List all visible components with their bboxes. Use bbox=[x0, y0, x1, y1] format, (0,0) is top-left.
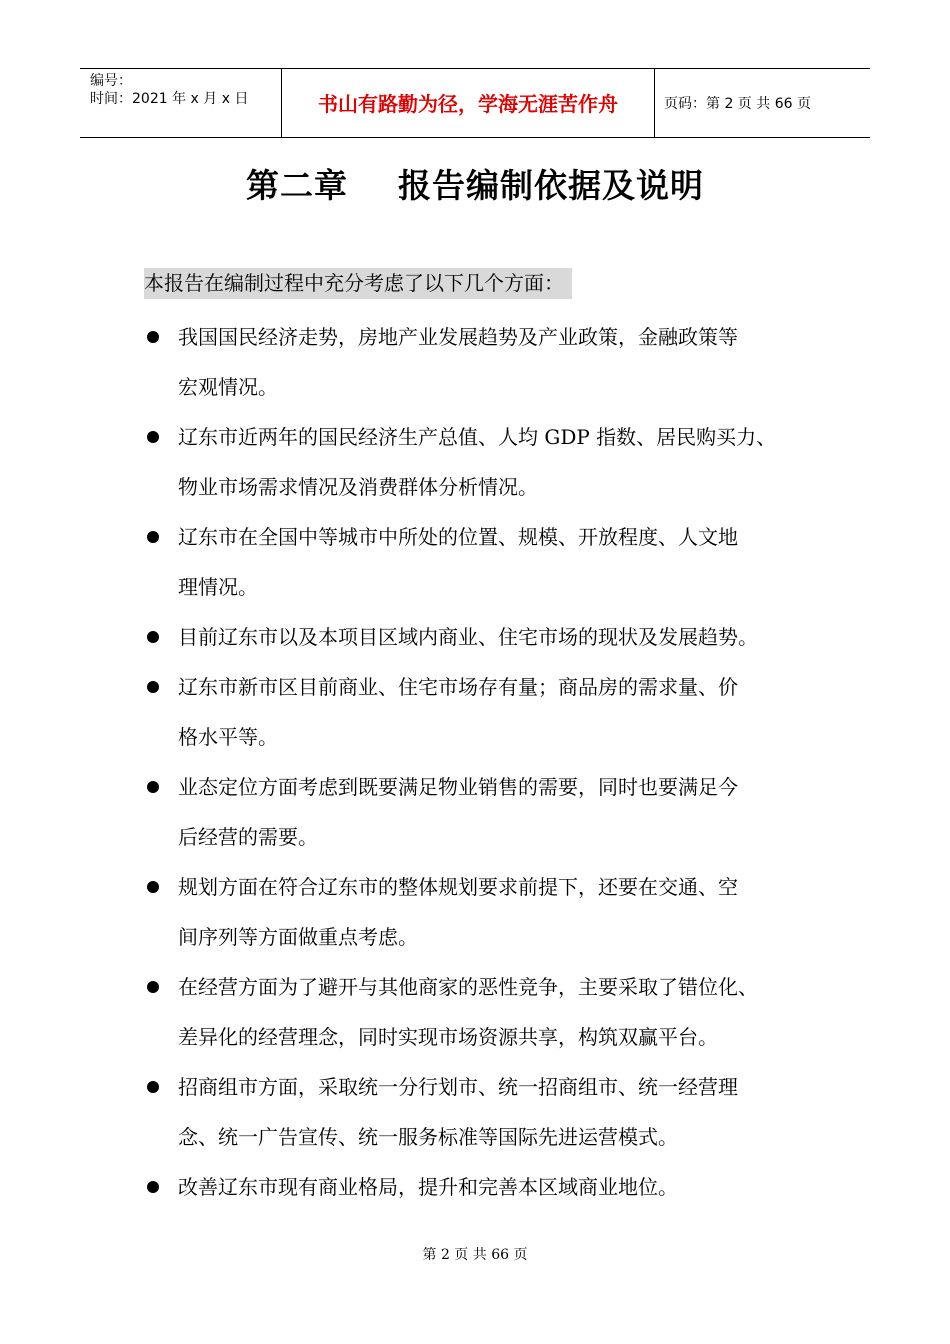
document-number-label: 编号： bbox=[90, 73, 132, 89]
list-item-text: 规划方面在符合辽东市的整体规划要求前提下，还要在交通、空 间序列等方面做重点考虑。 bbox=[178, 875, 738, 949]
list-item-text: 辽东市近两年的国民经济生产总值、人均 GDP 指数、居民购买力、 物业市场需求情况及消费群体分析情况。 bbox=[178, 425, 777, 499]
bullet-dot-icon bbox=[147, 781, 159, 793]
list-item bbox=[0, 612, 828, 662]
bullet-dot-icon bbox=[147, 881, 159, 893]
bullet-dot-icon bbox=[147, 681, 159, 693]
list-item bbox=[0, 512, 828, 612]
list-item-text: 辽东市在全国中等城市中所处的位置、规模、开放程度、人文地 理情况。 bbox=[178, 525, 738, 599]
list-item-text: 辽东市新市区目前商业、住宅市场存有量；商品房的需求量、价 格水平等。 bbox=[178, 675, 738, 749]
list-item bbox=[0, 412, 828, 512]
chapter-title: 第二章 报告编制依据及说明 bbox=[246, 166, 704, 205]
bullet-dot-icon bbox=[147, 331, 159, 343]
list-item-text: 招商组市方面，采取统一分行划市、统一招商组市、统一经营理 念、统一广告宣传、统一服务标准等国际先进运营模式。 bbox=[178, 1075, 738, 1149]
page-footer: 第 2 页 共 66 页 bbox=[422, 1247, 528, 1263]
header-motto-cell bbox=[281, 69, 655, 137]
intro-paragraph: 本报告在编制过程中充分考虑了以下几个方面： bbox=[144, 268, 572, 299]
list-item bbox=[0, 312, 828, 412]
list-item bbox=[0, 962, 828, 1062]
bullet-dot-icon bbox=[147, 1081, 159, 1093]
document-date-label: 时间：2021 年 x 月 x 日 bbox=[90, 91, 249, 107]
bullet-dot-icon bbox=[147, 431, 159, 443]
header-motto: 书山有路勤为径，学海无涯苦作舟 bbox=[318, 92, 618, 116]
header-page-cell bbox=[654, 69, 870, 137]
list-item-text: 目前辽东市以及本项目区域内商业、住宅市场的现状及发展趋势。 bbox=[178, 625, 758, 649]
list-item bbox=[0, 1062, 828, 1162]
bullet-dot-icon bbox=[147, 981, 159, 993]
bullet-dot-icon bbox=[147, 631, 159, 643]
list-item-text: 我国国民经济走势，房地产业发展趋势及产业政策，金融政策等 宏观情况。 bbox=[178, 325, 738, 399]
list-item-text: 在经营方面为了避开与其他商家的恶性竞争，主要采取了错位化、 差异化的经营理念，同时实现市场资源共享，构筑双赢平台。 bbox=[178, 975, 758, 1049]
list-item bbox=[0, 662, 828, 762]
header-meta-cell bbox=[80, 69, 281, 137]
bullet-dot-icon bbox=[147, 531, 159, 543]
list-item bbox=[0, 762, 828, 862]
header-page-info: 页码：第 2 页 共 66 页 bbox=[664, 96, 811, 112]
list-item bbox=[0, 862, 828, 962]
list-item-text: 改善辽东市现有商业格局，提升和完善本区域商业地位。 bbox=[178, 1175, 678, 1199]
bullet-list bbox=[0, 312, 950, 1212]
page-header bbox=[80, 68, 870, 138]
list-item bbox=[0, 1162, 828, 1212]
list-item-text: 业态定位方面考虑到既要满足物业销售的需要，同时也要满足今 后经营的需要。 bbox=[178, 775, 738, 849]
bullet-dot-icon bbox=[147, 1181, 159, 1193]
